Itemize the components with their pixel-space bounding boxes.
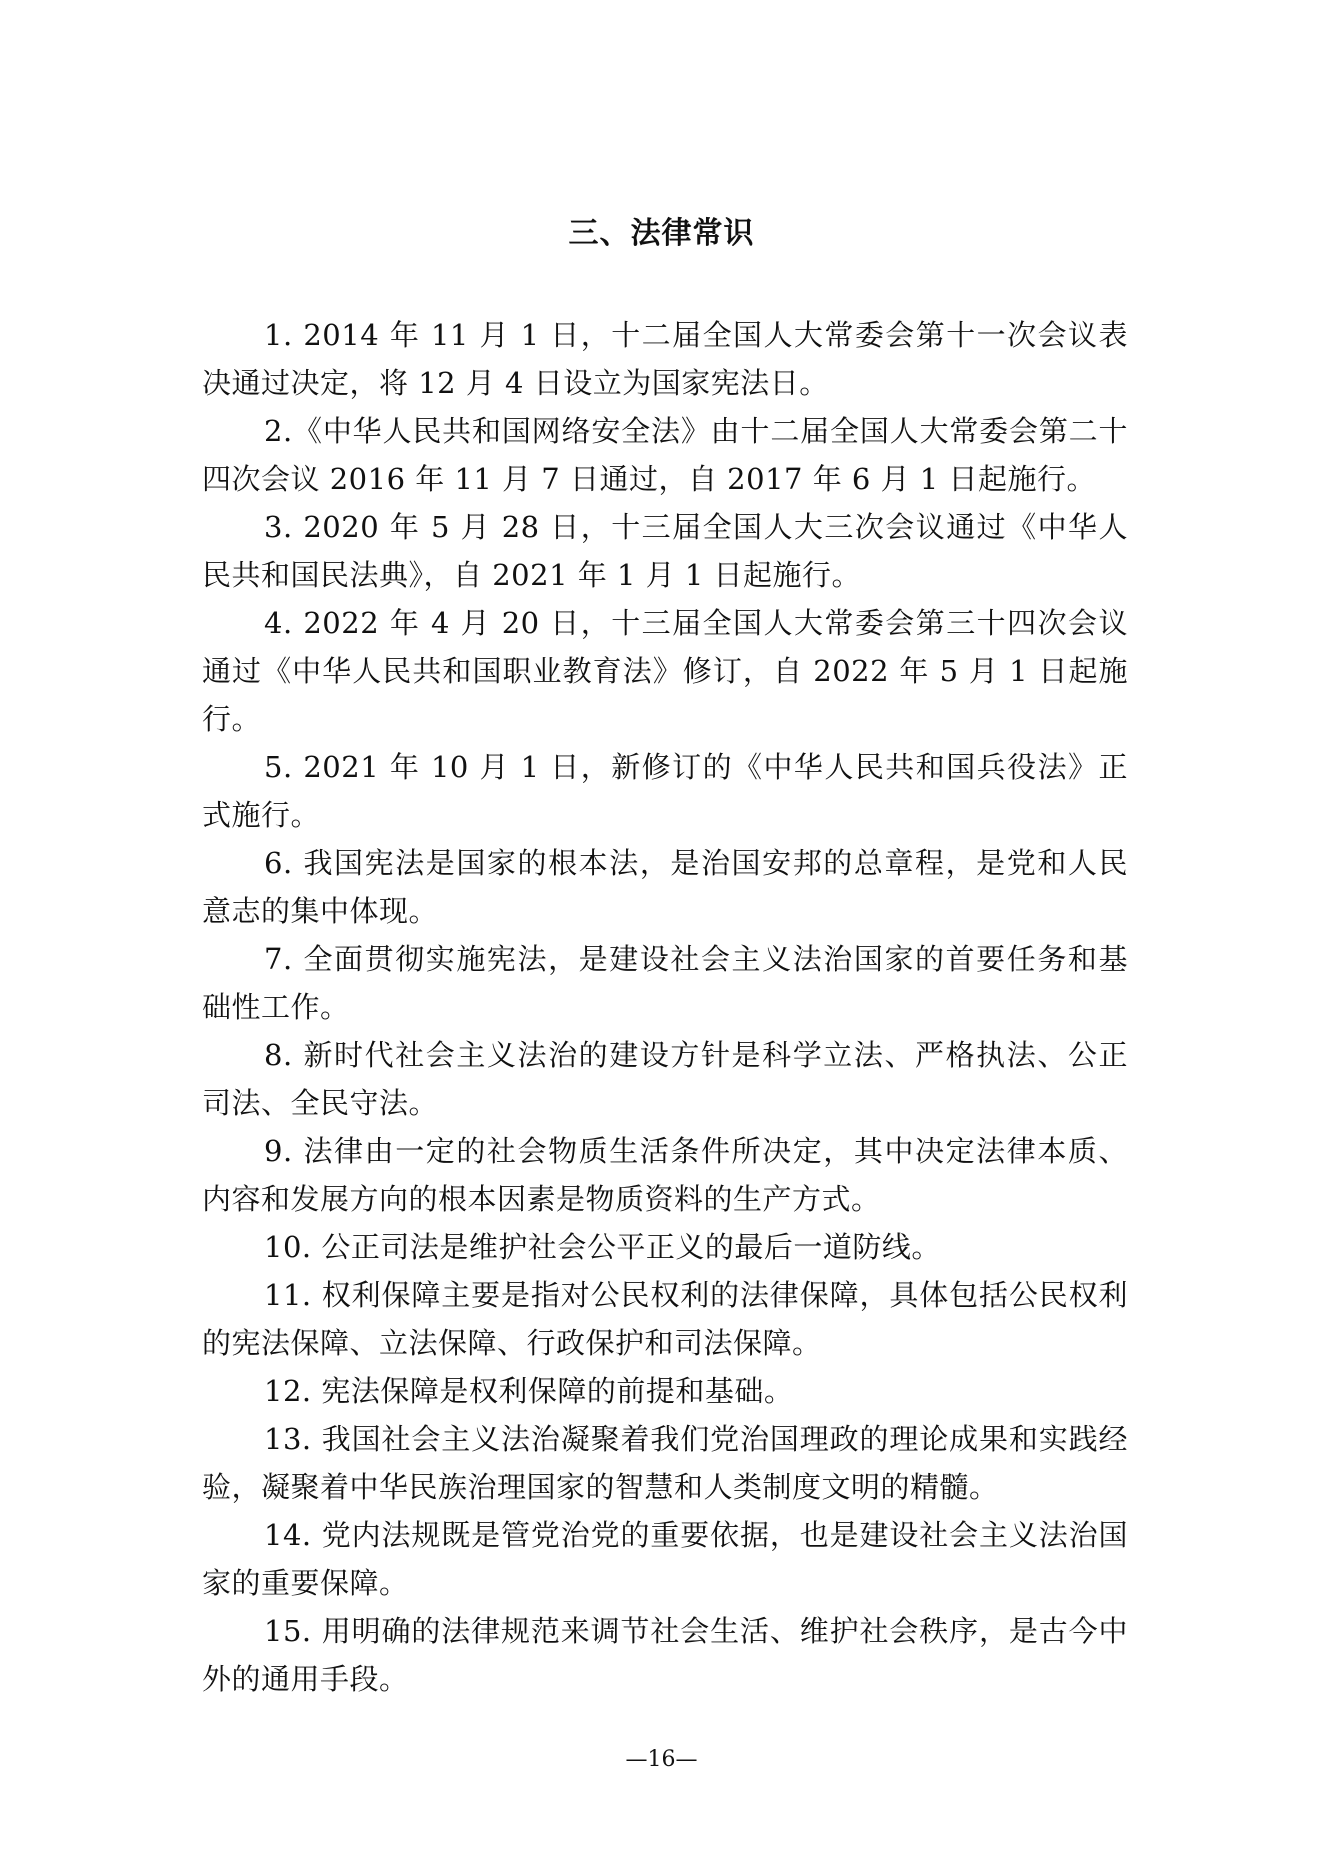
list-item: 10. 公正司法是维护社会公平正义的最后一道防线。 — [264, 1230, 941, 1264]
list-item: 4. 2022 年 4 月 20 日，十三届全国人大常委会第三十四次会议通过《中华人民共和国职业教育法》修订，自 2022 年 5 月 1 日起施行。 — [202, 606, 1128, 736]
list-item: 13. 我国社会主义法治凝聚着我们党治国理政的理论成果和实践经验，凝聚着中华民族治理国家的智慧和人类制度文明的精髓。 — [202, 1422, 1128, 1504]
section-title: 三、法律常识 — [568, 216, 755, 251]
list-item: 2.《中华人民共和国网络安全法》由十二届全国人大常委会第二十四次会议 2016 年 11 月 7 日通过，自 2017 年 6 月 1 日起施行。 — [202, 414, 1128, 496]
item-list — [202, 311, 1128, 1703]
list-item: 11. 权利保障主要是指对公民权利的法律保障，具体包括公民权利的宪法保障、立法保障、行政保护和司法保障。 — [202, 1278, 1128, 1360]
list-item: 12. 宪法保障是权利保障的前提和基础。 — [264, 1374, 794, 1408]
list-item: 1. 2014 年 11 月 1 日，十二届全国人大常委会第十一次会议表决通过决定，将 12 月 4 日设立为国家宪法日。 — [202, 318, 1128, 400]
list-item: 9. 法律由一定的社会物质生活条件所决定，其中决定法律本质、内容和发展方向的根本因素是物质资料的生产方式。 — [202, 1134, 1128, 1216]
list-item: 14. 党内法规既是管党治党的重要依据，也是建设社会主义法治国家的重要保障。 — [202, 1518, 1128, 1600]
list-item: 3. 2020 年 5 月 28 日，十三届全国人大三次会议通过《中华人民共和国民法典》，自 2021 年 1 月 1 日起施行。 — [202, 510, 1128, 592]
list-item: 8. 新时代社会主义法治的建设方针是科学立法、严格执法、公正司法、全民守法。 — [202, 1038, 1128, 1120]
list-item: 5. 2021 年 10 月 1 日，新修订的《中华人民共和国兵役法》正式施行。 — [202, 750, 1128, 832]
list-item: 7. 全面贯彻实施宪法，是建设社会主义法治国家的首要任务和基础性工作。 — [202, 942, 1128, 1024]
list-item: 15. 用明确的法律规范来调节社会生活、维护社会秩序，是古今中外的通用手段。 — [202, 1614, 1128, 1696]
page-number: —16— — [625, 1747, 698, 1772]
list-item: 6. 我国宪法是国家的根本法，是治国安邦的总章程，是党和人民意志的集中体现。 — [202, 846, 1128, 928]
